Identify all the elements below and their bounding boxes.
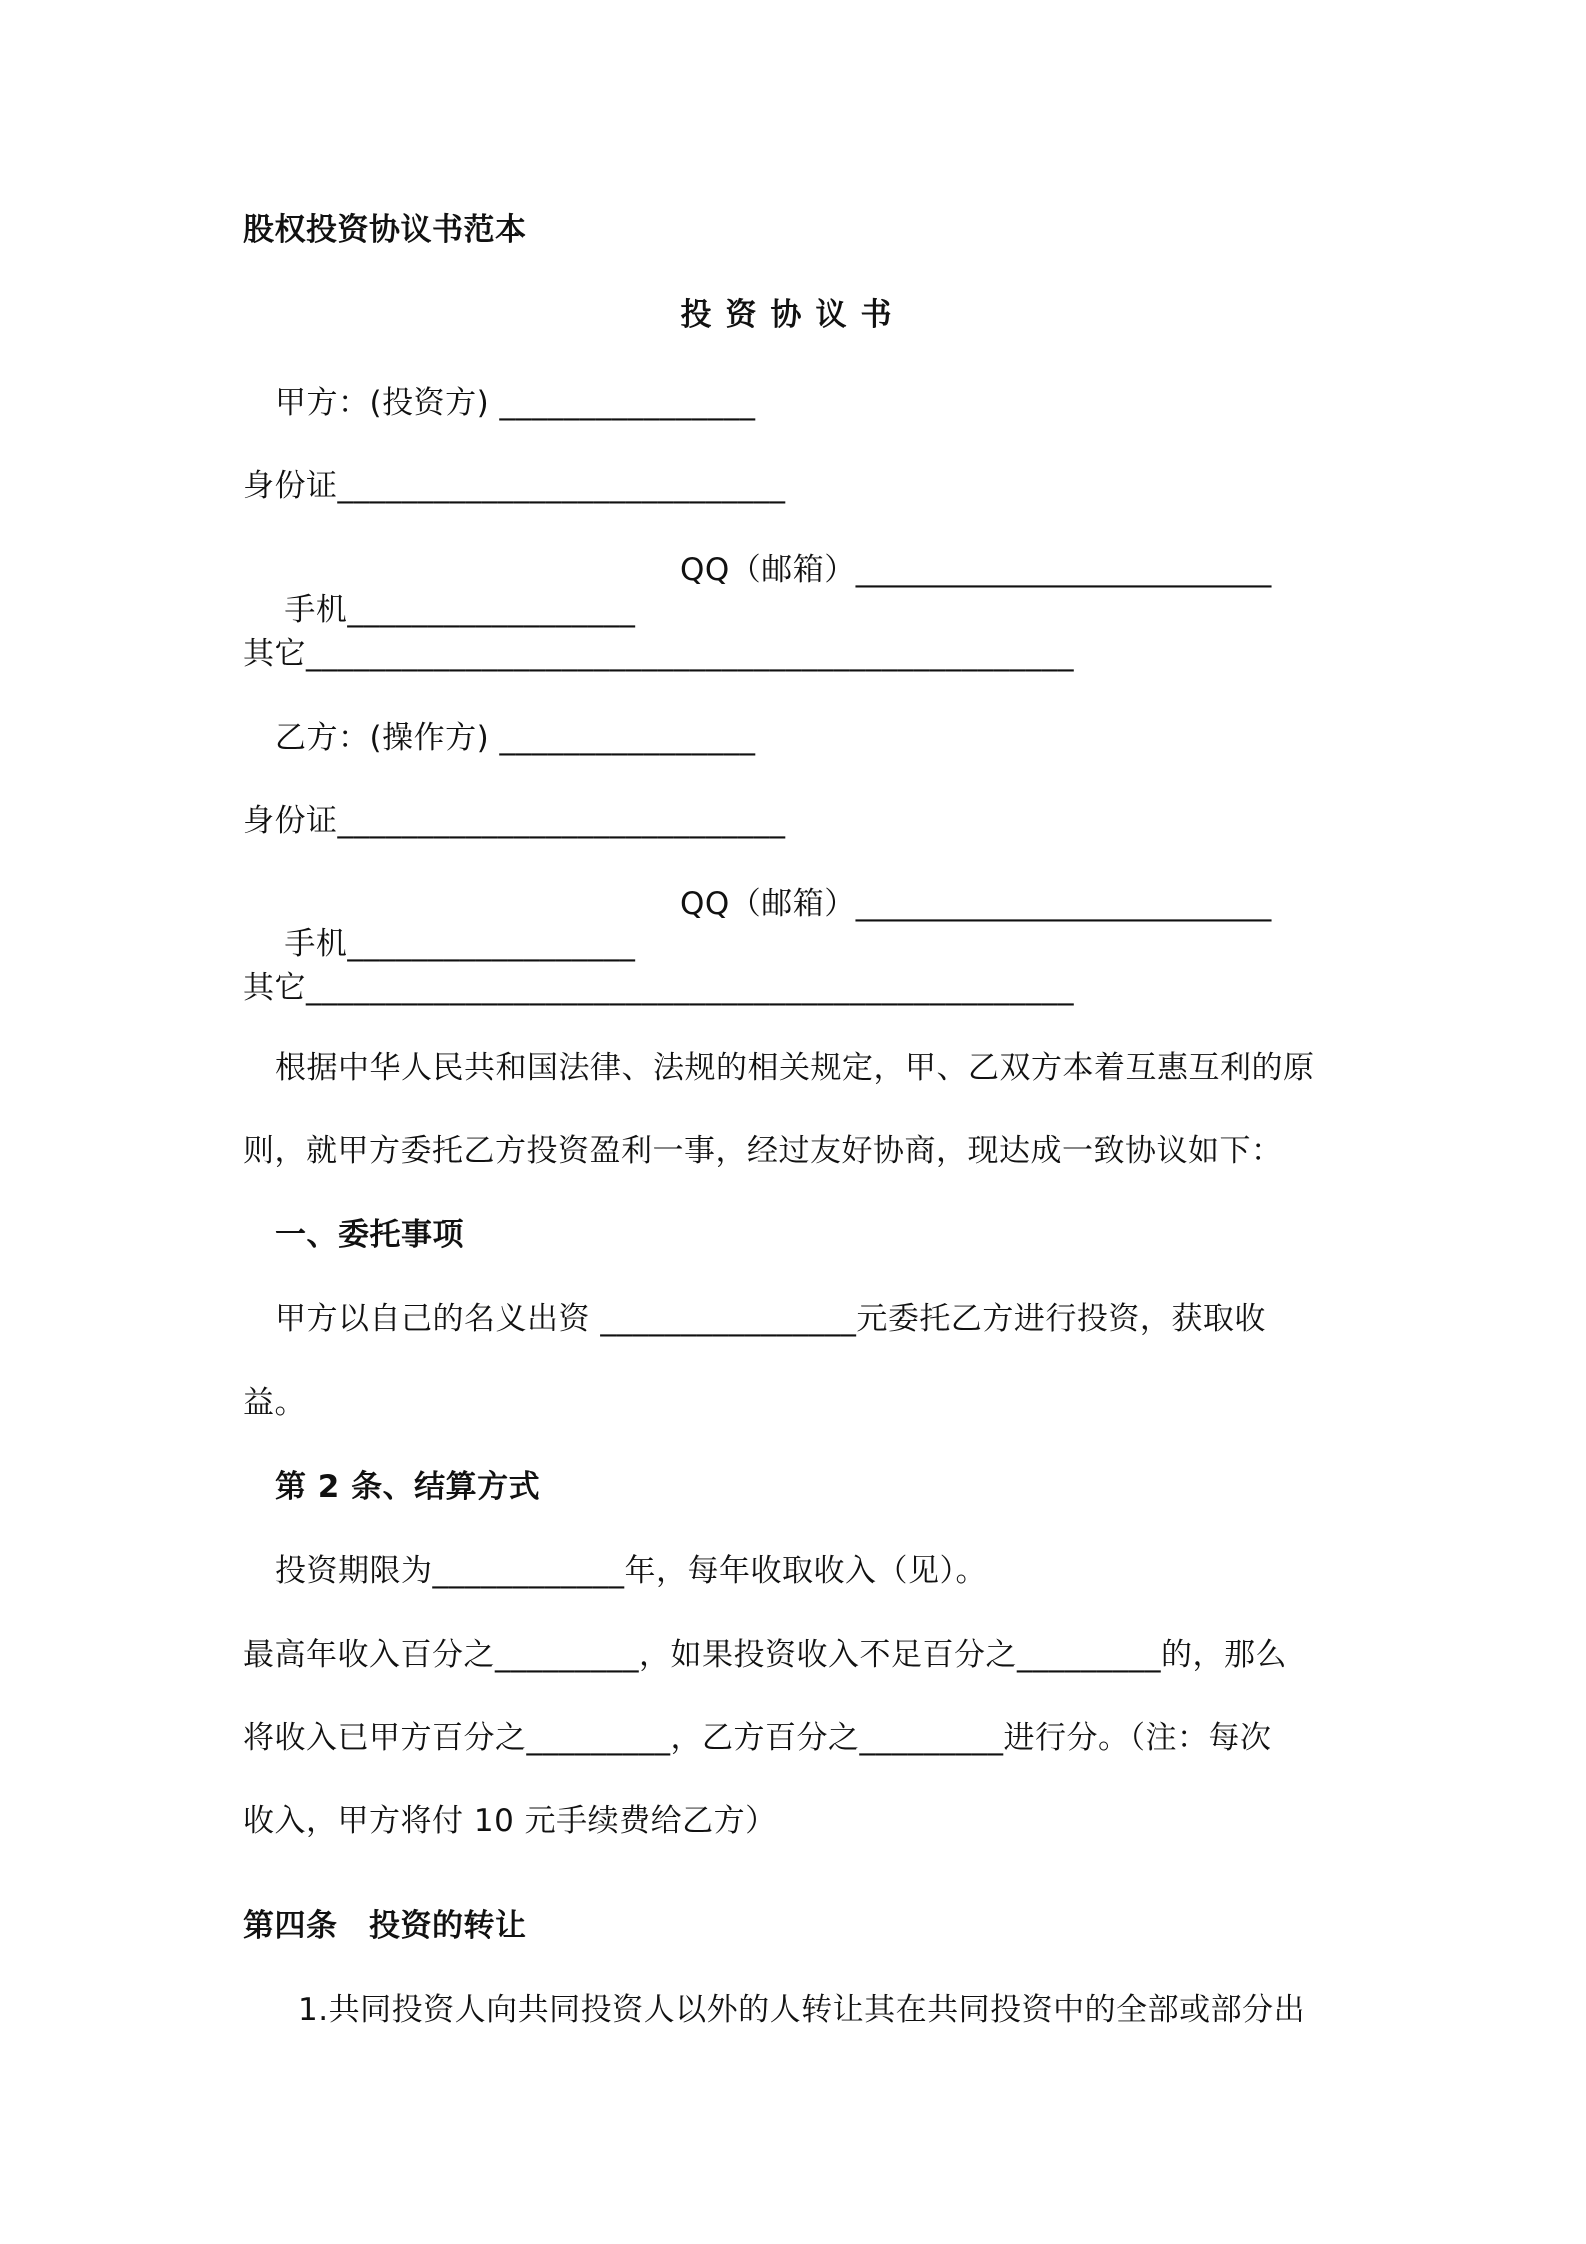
party-a-qq: QQ（邮箱）__________________________ <box>680 552 1272 588</box>
party-b-label: 乙方：(操作方) ________________ <box>275 720 756 756</box>
party-b-other: 其它________________________________________________ <box>243 970 1074 1006</box>
section-4-title: 第四条 投资的转让 <box>243 1908 527 1944</box>
agreement-heading: 投资协议书 <box>680 297 906 333</box>
party-b-id-card: 身份证____________________________ <box>243 803 786 839</box>
section-1-title: 一、委托事项 <box>275 1217 464 1253</box>
party-a-label: 甲方：(投资方) ________________ <box>275 385 756 421</box>
section-4-line-1: 1.共同投资人向共同投资人以外的人转让其在共同投资中的全部或部分出 <box>298 1992 1306 2028</box>
party-b-qq: QQ（邮箱）__________________________ <box>680 886 1272 922</box>
section-1-line-2: 益。 <box>243 1385 306 1421</box>
party-b-phone: 手机__________________ <box>284 926 636 962</box>
party-a-phone: 手机__________________ <box>284 592 636 628</box>
section-2-line-4: 收入，甲方将付 10 元手续费给乙方） <box>243 1803 777 1839</box>
party-a-other: 其它________________________________________________ <box>243 636 1074 672</box>
section-2-line-1: 投资期限为____________年，每年收取收入（见）。 <box>275 1553 987 1589</box>
intro-line-1: 根据中华人民共和国法律、法规的相关规定，甲、乙双方本着互惠互利的原 <box>275 1050 1315 1086</box>
intro-line-2: 则，就甲方委托乙方投资盈利一事，经过友好协商，现达成一致协议如下： <box>243 1133 1283 1169</box>
section-2-line-3: 将收入已甲方百分之_________，乙方百分之_________进行分。（注：每次 <box>243 1720 1272 1756</box>
section-2-title: 第 2 条、结算方式 <box>275 1469 541 1505</box>
document-title: 股权投资协议书范本 <box>243 212 527 248</box>
party-a-id-card: 身份证____________________________ <box>243 468 786 504</box>
section-2-line-2: 最高年收入百分之_________，如果投资收入不足百分之_________的，那么 <box>243 1637 1287 1673</box>
section-1-line-1: 甲方以自己的名义出资 ________________元委托乙方进行投资，获取收 <box>275 1301 1266 1337</box>
